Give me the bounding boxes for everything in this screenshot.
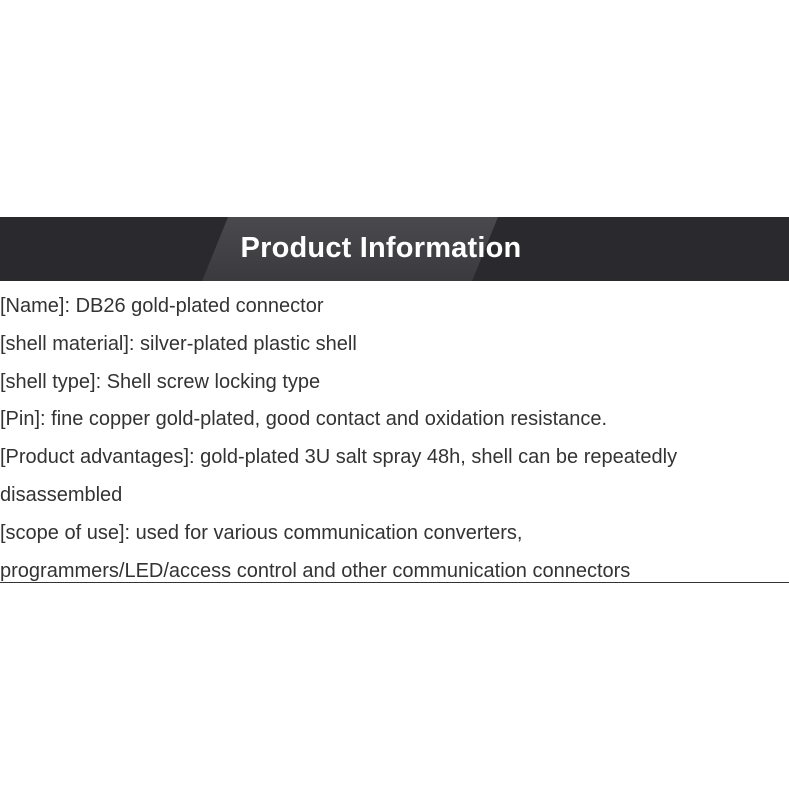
product-information-banner — [0, 217, 789, 281]
banner-title: Product Information — [240, 232, 522, 264]
info-line-pin: [Pin]: fine copper gold-plated, good contact and oxidation resistance. — [0, 408, 608, 431]
info-line-product-advantages: [Product advantages]: gold-plated 3U salt spray 48h, shell can be repeatedly — [0, 446, 678, 469]
info-line-name: [Name]: DB26 gold-plated connector — [0, 295, 324, 317]
info-line-product-advantages-continued: disassembled — [0, 483, 123, 506]
product-info-list — [0, 288, 789, 583]
info-line-shell-material: [shell material]: silver-plated plastic shell — [0, 332, 357, 355]
info-line-scope-of-use-continued: programmers/LED/access control and other communication connectors — [0, 559, 631, 582]
info-line-shell-type: [shell type]: Shell screw locking type — [0, 370, 321, 393]
info-line-scope-of-use: [scope of use]: used for various communication converters, — [0, 521, 523, 544]
